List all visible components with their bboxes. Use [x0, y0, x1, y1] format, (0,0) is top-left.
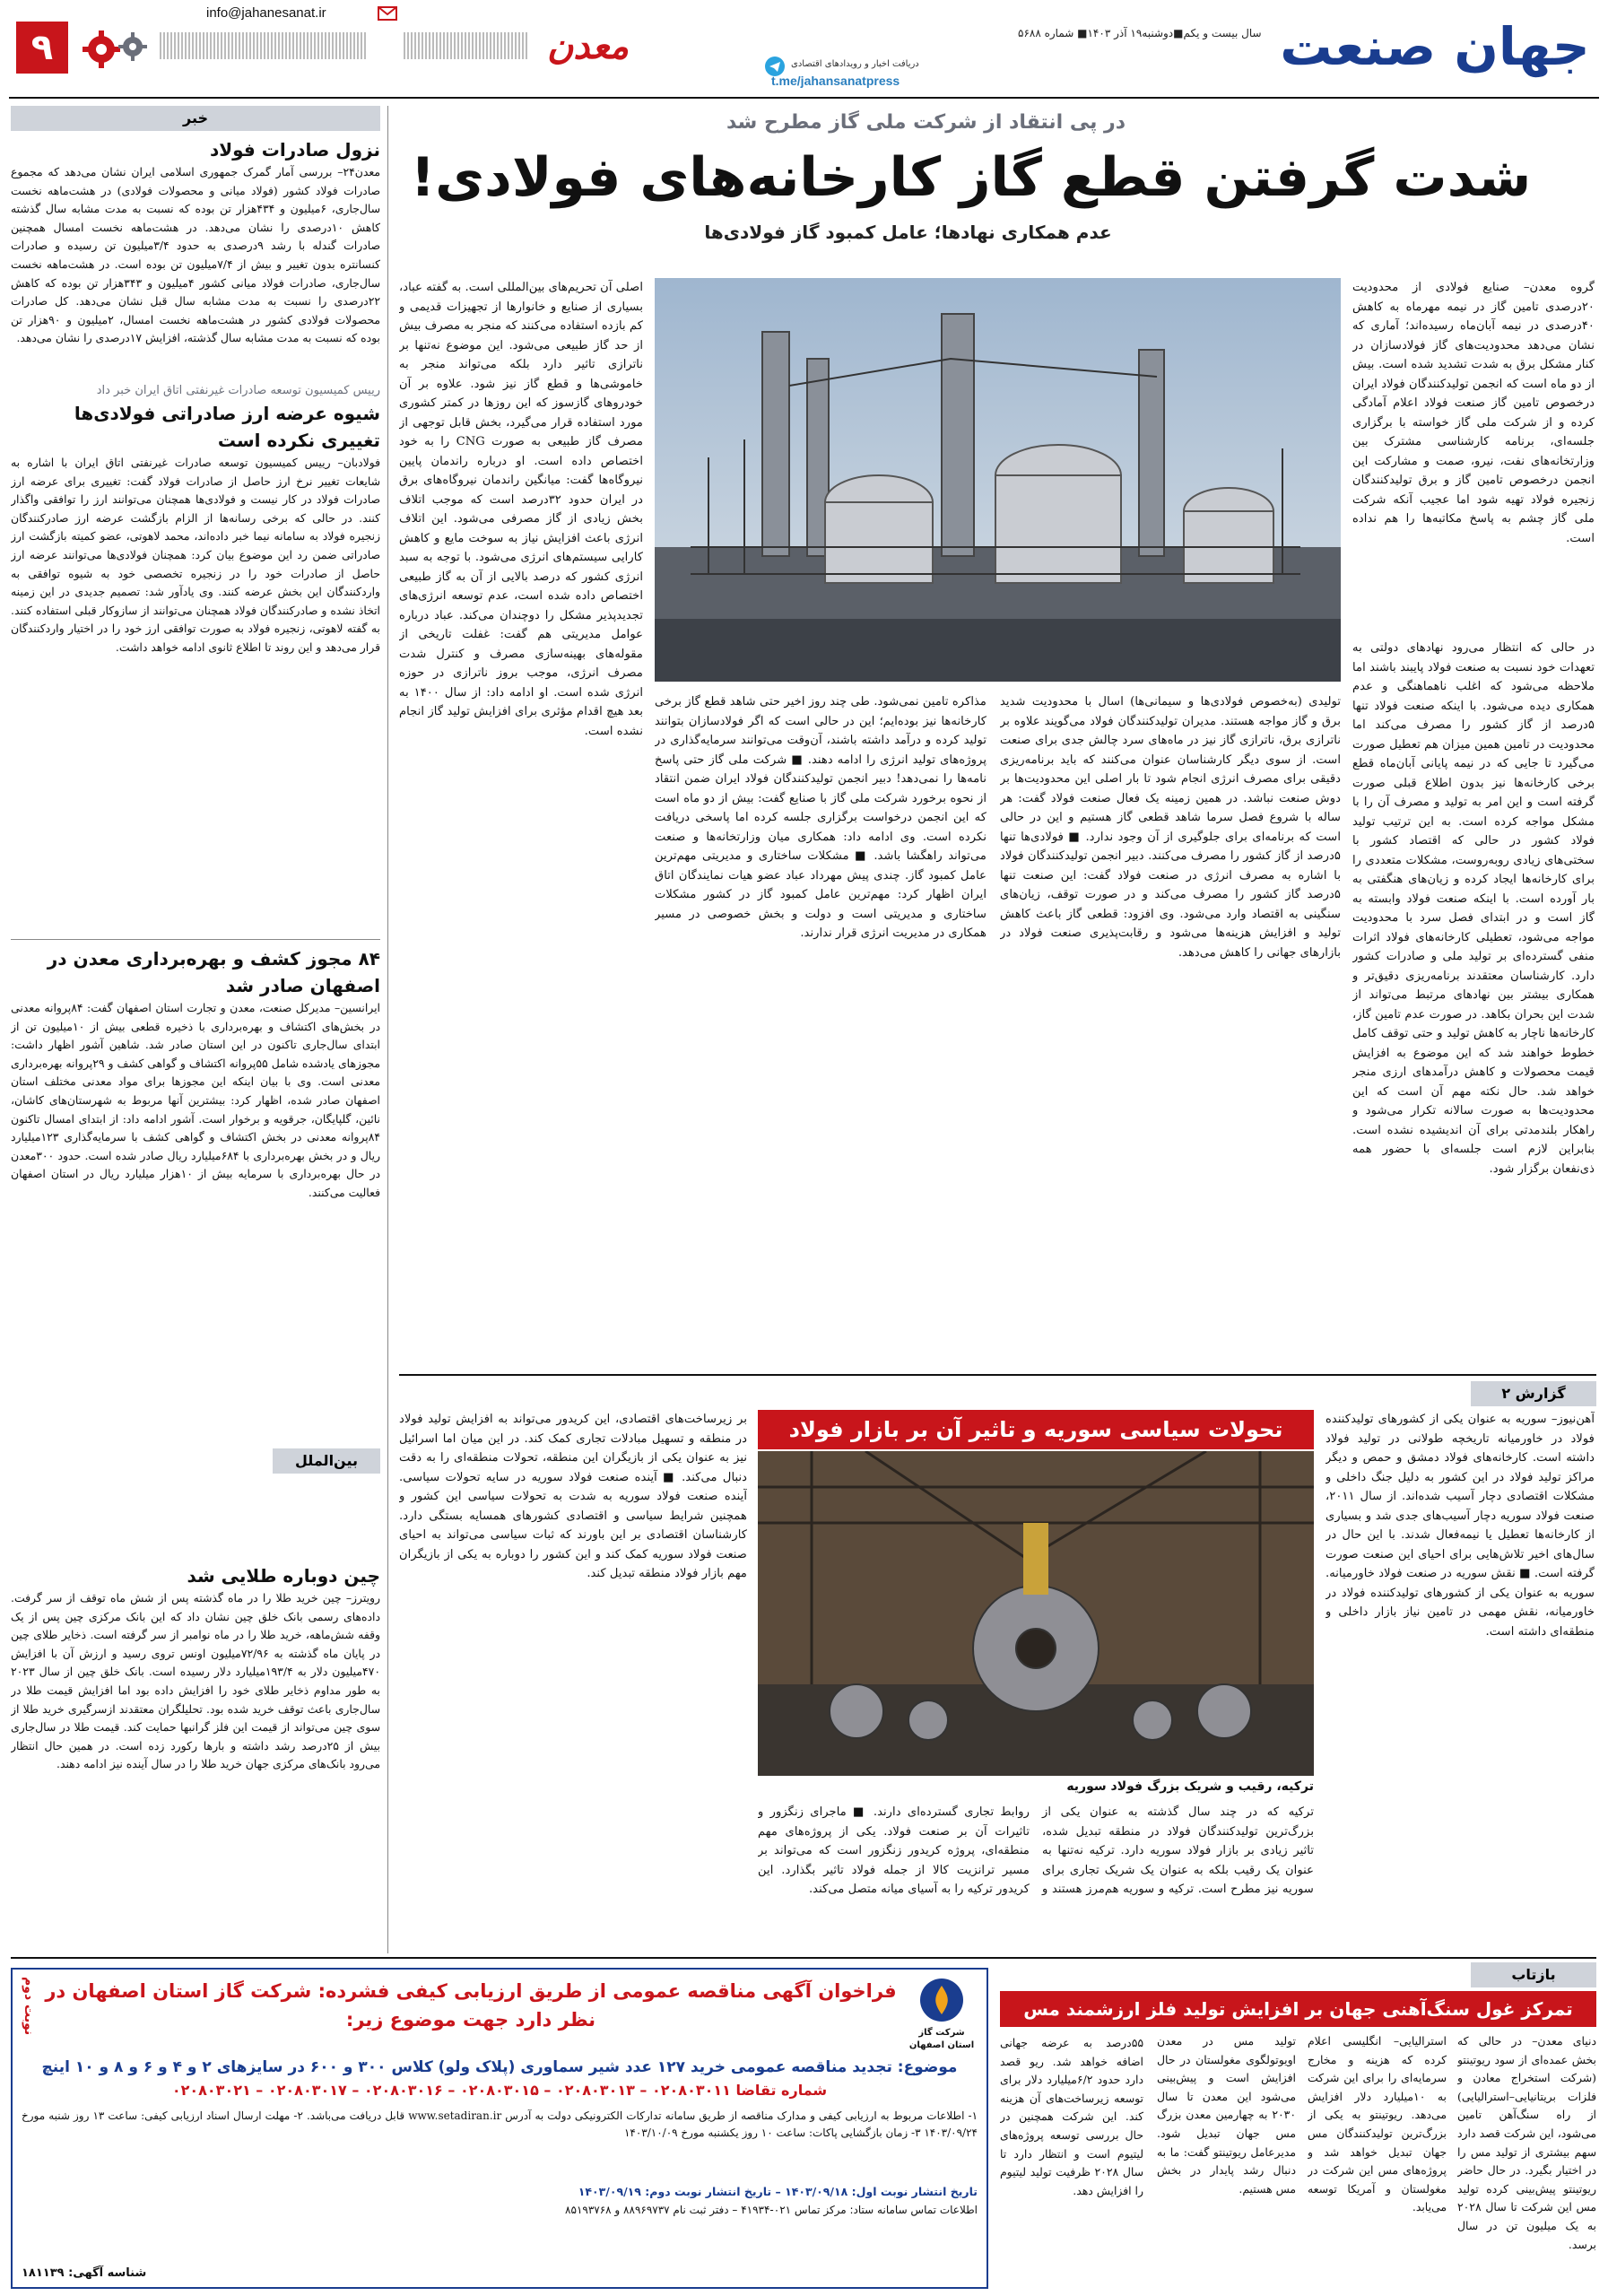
left-news-intl	[11, 1562, 380, 1957]
main-lead: گروه معدن– صنایع فولادی از محدودیت ۲۰درصدی تامین گاز در نیمه مهرماه به کاهش ۴۰درصدی در نیمه آبان‌ماه رسیده‌اند؛ آماری که نشان می‌دهد محدودیت‌های گاز فولادسازان در کنار مشکل برق به شدت تشدید شده است. بیش از دو ماه است که انجمن تولیدکنندگان فولاد ایران درخصوص تامین گاز صنعت فولاد اعلام آمادگی کرده و از شرکت ملی گاز خواسته با برگزاری جلسه‌ای، برنامه کارشناسی مشترک بین وزارتخانه‌های نفت، نیرو، صمت و مشارکت این انجمن درخصوص تامین گاز و برق تولیدکنندگان زنجیره فولاد تهیه شود اما عجیب آنکه شرکت ملی گاز چشم به پاسخ مکاتبه‌ها را هم نداده است.	[1352, 281, 1595, 545]
steel-plant-photo	[655, 278, 1341, 682]
news3-body: ایرانسین– مدیرکل صنعت، معدن و تجارت استان اصفهان گفت: ۸۴پروانه معدنی در بخش‌های اکتشاف و بهره‌برداری با ذخیره قطعی بیش از ۱۰میلیون تن از ابتدای سال‌جاری تاکنون در این استان صادر شد. شاهین آشور اظهار داشت: مجوزهای یادشده شامل ۵۵پروانه اکتشاف و گواهی کشف و ۲۹پروانه بهره‌برداری معدنی است. وی با بیان اینکه این مجوزها برای مواد معدنی مختلف استان اصفهان صادر شده، اظهار کرد: بیشترین آنها مربوط به شهرستان‌های کاشان، نائین، گلپایگان، جرقویه و برخوار است. آشور ادامه داد: از ابتدای امسال تاکنون ۸۴پروانه معدنی در بخش اکتشاف و گواهی کشف با سرمایه‌گذاری ۱۲۳میلیارد ریال و در بخش بهره‌برداری با ۶۸۴میلیارد ریال صادر شده است. حدود ۳۰۰معدن در حال بهره‌برداری با سرمایه بیش از ۱۰هزار میلیارد ریال در استان اصفهان فعالیت می‌کنند.	[11, 1001, 380, 1199]
tender-advertisement	[11, 1968, 988, 2289]
news4-title: چین دوباره طلایی شد	[187, 1565, 380, 1587]
main-kicker: در پی انتقاد از شرکت ملی گاز مطرح شد	[726, 111, 1126, 134]
ad-contact: اطلاعات تماس سامانه ستاد: مرکز تماس ۰۲۱-۴۱۹۳۴ – دفتر ثبت نام ۸۸۹۶۹۷۳۷ و ۸۵۱۹۳۷۶۸	[565, 2204, 978, 2216]
news3-title: ۸۴ مجوز کشف و بهره‌برداری معدن در اصفهان صادر شد	[47, 948, 380, 996]
ad-title: فراخوان آگهی مناقصه عمومی از طریق ارزیابی کیفی فشرده: شرکت گاز استان اصفهان در نظر دارد جهت موضوع زیر:	[45, 1980, 897, 2031]
issue-info: سال بیست و یکم■دوشنبه۱۹ آذر ۱۴۰۳■ شماره ۵۶۸۸	[1018, 27, 1262, 39]
ad-details: ۱- اطلاعات مربوط به ارزیابی کیفی و مدارک مناقصه از طریق سامانه تدارکات الکترونیکی دولت به آدرس www.setadiran.ir قابل دریافت می‌باشد. ۲- مهلت ارسال اسناد ارزیابی کیفی: ساعت ۱۳ روز شنبه مورخ ۱۴۰۳/۰۹/۲۴ ۳- زمان بازگشایی پاکات: ساعت ۱۰ روز یکشنبه مورخ ۱۴۰۳/۱۰/۰۹	[22, 2109, 978, 2139]
ad-id: شناسه آگهی: ۱۸۱۱۳۹	[22, 2266, 147, 2280]
masthead	[0, 0, 1608, 103]
news4-body: رویترز– چین خرید طلا را در ماه گذشته پس از شش ماه توقف از سر گرفت. داده‌های رسمی بانک خلق چین نشان داد که این بانک مرکزی چین پس از یک وقفه شش‌ماهه، خرید طلا را در ماه نوامبر از سر گرفته است. ذخایر طلای چین در پایان ماه گذشته به ۷۲/۹۶میلیون اونس تروی رسید و ارزش آن با افزایش ۴۷۰میلیون دلار به ۱۹۳/۴میلیارد دلار رسیده است. بانک خلق چین از سال ۲۰۲۳ به طور مداوم ذخایر طلای خود را افزایش داده بود اما افزایش قیمت طلا در سال‌جاری باعث توقف خرید شده بود. تحلیلگران معتقدند ازسرگیری خرید طلا از سوی چین می‌تواند از قیمت این فلز گرانبها حمایت کند. قیمت طلا در سال‌جاری بیش از ۲۵درصد رشد داشته و بارها رکورد زده است. در همین حال انتظار می‌رود بانک‌های مرکزی جهان خرید طلا را در سال آینده نیز ادامه دهند.	[11, 1591, 380, 1771]
left-news-column	[11, 106, 380, 1572]
logo	[1273, 14, 1596, 79]
steel-coil-photo	[758, 1451, 1314, 1776]
gas-company-logo	[906, 1977, 978, 2052]
main-subtitle: عدم همکاری نهادها؛ عامل کمبود گاز فولادی‌ها	[704, 222, 1112, 243]
section-tag-intl: بین‌الملل	[273, 1448, 380, 1474]
ad-tender-number: شماره تقاضا ۰۲۰۸۰۳۰۱۱ – ۰۲۰۸۰۳۰۱۳ – ۰۲۰۸۰۳۰۱۵ – ۰۲۰۸۰۳۰۱۶ – ۰۲۰۸۰۳۰۱۷ – ۰۲۰۸۰۳۰۲۱	[171, 2082, 828, 2099]
report-title: تحولات سیاسی سوریه و تاثیر آن بر بازار فولاد	[758, 1410, 1314, 1449]
main-story-header	[399, 108, 1596, 269]
report-col-left: بر زیرساخت‌های اقتصادی، این کریدور می‌تواند به افزایش تولید فولاد در منطقه و تسهیل مبادلات تجاری کمک کند. در این میان اما اسرائیل نیز به عنوان یکی از بازیگران این منطقه، تحولات منطقه‌ای را به دقت دنبال می‌کند. ■ آینده صنعت فولاد سوریه در سایه تحولات سیاسی. آینده صنعت فولاد سوریه به شدت به تحولات سیاسی این کشور و همچنین شرایط سیاسی و اقتصادی کشورهای همسایه بستگی دارد. کارشناسان اقتصادی بر این باورند که ثبات سیاسی می‌تواند به احیای صنعت فولاد سوریه کمک کند و این کشور را دوباره به یکی از بازیگران مهم بازار فولاد منطقه تبدیل کند.	[399, 1413, 747, 1580]
report-col-right: آهن‌نیوز– سوریه به عنوان یکی از کشورهای تولیدکننده فولاد در خاورمیانه تاریخچه طولانی در تولید فولاد داشته است. کارخانه‌های فولاد دمشق و حمص و دیگر مراکز تولید فولاد در این کشور به دلیل جنگ داخلی و مشکلات اقتصادی دچار آسیب شده‌اند. از سال ۲۰۱۱، صنعت فولاد سوریه دچار آسیب‌های جدی شد و بسیاری از کارخانه‌ها تعطیل یا نیمه‌فعال شدند. با این حال در سال‌های اخیر تلاش‌هایی برای احیای این صنعت صورت گرفته است. ■ نقش سوریه در صنعت فولاد خاورمیانه. سوریه به عنوان یکی از کشورهای تولیدکننده فولاد در خاورمیانه، نقش مهمی در تامین نیاز بازار داخلی و منطقه‌ای داشته است.	[1326, 1413, 1595, 1639]
baztab-tag: بازتاب	[1471, 1962, 1596, 1987]
report-col-mid: ترکیه که در چند سال گذشته به عنوان یکی از بزرگ‌ترین تولیدکنندگان فولاد در منطقه تبدیل شده، تاثیر زیادی بر بازار فولاد سوریه دارد. ترکیه نه‌تنها به عنوان یک رقیب بلکه به عنوان یک شریک تجاری برای سوریه نیز مطرح است. ترکیه و سوریه هم‌مرز هستند و روابط تجاری گسترده‌ای دارند. ■ ماجرای زنگزور و تاثیرات آن بر صنعت فولاد. یکی از پروژه‌های مهم منطقه‌ای، پروژه کریدور زنگزور است که می‌تواند بر مسیر ترانزیت کالا از جمله فولاد تاثیر بگذارد. این کریدور ترکیه را به آسیای میانه متصل می‌کند.	[758, 1805, 1314, 1896]
page-number: ۹	[30, 27, 54, 68]
news1-body: معدن۲۴– بررسی آمار گمرک جمهوری اسلامی ایران نشان می‌دهد که مجموع صادرات فولاد کشور (فولاد میانی و محصولات فولادی) در هشت‌ماهه نخست سال‌جاری، ۶میلیون و ۴۳۴هزار تن بوده که نسبت به مدت مشابه سال گذشته کاهش ۱۰درصدی را نشان می‌دهد. در هشت‌ماهه نخست امسال همچنین صادرات گندله با رشد ۹درصدی به حدود ۳/۴میلیون تن رسیده و صادرات کنسانتره بدون تغییر و بیش از ۷/۴میلیون تن بوده است. در هشت‌ماهه نخست سال‌جاری، صادرات فولاد میانی کشور ۴میلیون و ۳۴۳هزار تن بوده که کاهش ۲۲درصدی را نسبت به مدت مشابه سال قبل نشان می‌دهد. کل صادرات محصولات فولادی کشور در هشت‌ماهه نخست امسال، ۲میلیون و ۹۰هزار تن بوده که نسبت به مدت مشابه سال گذشته، افزایش ۱۷درصدی را نشان می‌دهد.	[11, 165, 380, 345]
photo-caption: ترکیه، رقیب و شریک بزرگ فولاد سوریه	[1066, 1779, 1314, 1794]
page-number-badge	[16, 22, 68, 74]
telegram-link[interactable]: t.me/jahansanatpress	[771, 74, 900, 88]
email-text[interactable]: info@jahanesanat.ir	[206, 5, 326, 21]
report-tag: گزارش ۲	[1471, 1381, 1596, 1406]
main-story-divider	[399, 1374, 1596, 1376]
telegram-caption: دریافت اخبار و رویدادهای اقتصادی	[791, 59, 919, 69]
main-col-mid-right: تولیدی (به‌خصوص فولادی‌ها و سیمانی‌ها) اسال با محدودیت شدید برق و گاز مواجه هستند. مدیران تولیدکنندگان فولاد می‌گویند علاوه بر ناترازی برق، ناترازی گاز نیز در ماه‌های سرد چالش جدی برای صنعت است. از سوی دیگر کارشناسان عنوان می‌کنند که باید برنامه‌ریزی دقیقی برای مصرف انرژی انجام شود تا بار اصلی این محدودیت‌ها بر دوش صنعت نباشد. در همین زمینه یک فعال صنعت فولاد گفت: هر ساله با شروع فصل سرما شاهد قطعی گاز هستیم و این در حالی است که برنامه‌ای برای جلوگیری از آن وجود ندارد. ■ فولادی‌ها تنها ۵درصد از گاز کشور را مصرف می‌کنند. دبیر انجمن تولیدکنندگان فولاد با اشاره به مصرف انرژی در صنعت فولاد گفت: این صنعت تنها ۵درصد گاز کشور را مصرف می‌کند و در صورت توقف، زیان‌های سنگینی به اقتصاد وارد می‌شود. وی افزود: قطعی گاز باعث کاهش تولید و افزایش هزینه‌ها می‌شود و رقابت‌پذیری صنعت فولاد در بازارهای جهانی را کاهش می‌دهد.	[1000, 695, 1341, 960]
main-title: شدت گرفتن قطع گاز کارخانه‌های فولادی!	[410, 146, 1532, 209]
mail-icon	[377, 4, 398, 23]
ad-round: نوبت دوم	[22, 1977, 36, 2036]
header-rule-2	[404, 32, 529, 59]
header-rule	[160, 32, 366, 59]
baztab-title: تمرکز غول سنگ‌آهنی جهان بر افزایش تولید فلز ارزشمند مس	[1000, 1991, 1596, 2027]
bottom-rule	[11, 1957, 1596, 1959]
main-col-right: در حالی که انتظار می‌رود نهادهای دولتی به تعهدات خود نسبت به صنعت فولاد پایبند باشند اما ملاحظه می‌شود که اغلب ناهماهنگی و عدم همکاری دیده می‌شود. با اینکه صنعت فولاد تنها ۵درصد از گاز کشور را مصرف می‌کند اما محدودیت در تامین همین میزان هم تعطیل صورت می‌گیرد تا جایی که در نیمه پایانی آبان‌ماه قطع برخی کارخانه‌ها نیز بدون اطلاع قبلی صورت گرفته است و این امر به تولید و مصرف آن را با مشکل مواجه کرده است. به این ترتیب تولید فولاد کشور در حالی که اقتصاد کشور با سختی‌های زیادی روبه‌روست، مشکلات متعددی را برای کارخانه‌ها ایجاد کرده و زیان‌های هنگفتی به بار آورده است. با اینکه صنعت فولاد وابسته به گاز است و در ابتدای فصل سرد با محدودیت مواجه می‌شود، تعطیلی کارخانه‌های فولاد اثرات منفی گسترده‌ای بر تولید ملی و صادرات کشور دارد. کارشناسان معتقدند برنامه‌ریزی دقیق‌تر و همکاری بیشتر بین نهادهای مرتبط می‌تواند از شدت این بحران بکاهد. در صورت عدم تامین گاز، کارخانه‌ها ناچار به کاهش تولید و حتی توقف کامل خطوط خواهند شد که این موضوع به افزایش قیمت محصولات و کاهش درآمدهای ارزی منجر خواهد شد. حال نکته مهم آن است که این محدودیت‌ها به صورت سالانه تکرار می‌شود و راهکار بلندمدتی برای آن اندیشیده نشده است. بنابراین لازم است جلسه‌ای با حضور همه ذی‌نفعان برگزار شود.	[1352, 641, 1595, 1176]
news2-kicker: رییس کمیسیون توسعه صادرات غیرنفتی اتاق ایران خبر داد	[96, 384, 380, 397]
masthead-rule	[9, 97, 1599, 99]
ad-dates: تاریخ انتشار نوبت اول: ۱۴۰۳/۰۹/۱۸ – تاریخ انتشار نوبت دوم: ۱۴۰۳/۰۹/۱۹	[578, 2185, 978, 2198]
main-col-mid-left: مذاکره تامین نمی‌شود. طی چند روز اخیر حتی شاهد قطع گاز برخی کارخانه‌ها نیز بوده‌ایم؛ این در حالی است که اگر فولادسازان بتوانند تولید کرده و درآمد داشته باشند، آن‌وقت می‌توانند سرمایه‌گذاری در پروژه‌های تولید انرژی را ادامه دهند. ■ شرکت ملی گاز حتی پاسخ نامه‌ها را نمی‌دهد! دبیر انجمن تولیدکنندگان فولاد ایران ضمن انتقاد از نحوه برخورد شرکت ملی گاز با صنایع گفت: بیش از دو ماه است که این انجمن درخواست برگزاری جلسه کرده اما پاسخی دریافت نکرده است. وی ادامه داد: همکاری میان وزارتخانه‌ها و صنعت می‌تواند راهگشا باشد. ■ مشکلات ساختاری و مدیریتی مهم‌ترین عامل کمبود گاز. چندی پیش مهرداد عباد عضو هیات نمایندگان اتاق ایران اظهار کرد: مهم‌ترین عامل کمبود گاز در کشور مشکلات ساختاری و مدیریتی است و دولت و بخش خصوصی در مسیر همکاری در مدیریت انرژی قرار ندارند.	[655, 695, 987, 940]
baztab-col4: ۵۵درصد به عرضه جهانی اضافه خواهد شد. ریو قصد دارد حدود ۶/۲میلیارد دلار برای توسعه زیرساخت‌های آن هزینه کند. این شرکت همچنین در حال بررسی توسعه پروژه‌های لیتیوم است و انتظار دارد تا سال ۲۰۲۸ ظرفیت تولید لیتیوم را افزایش دهد.	[1000, 2036, 1143, 2197]
baztab-col2: استرالیایی– انگلیسی اعلام کرده که هزینه و مخارج سرمایه‌ای را برای این شرکت به ۱۰میلیارد دلار افزایش می‌دهد. ریوتینتو به یکی از بزرگ‌ترین تولیدکنندگان مس جهان تبدیل خواهد شد و پروژه‌های مس این شرکت در مغولستان و آمریکا توسعه می‌یابد.	[1308, 2034, 1447, 2214]
company-name: شرکت گاز استان اصفهان	[908, 2028, 975, 2050]
logo-text: جهان صنعت	[1280, 16, 1590, 77]
gear-icon	[79, 27, 151, 72]
main-col-left: اصلی آن تحریم‌های بین‌المللی است. به گفته عباد، بسیاری از صنایع و خانوارها از تجهیزات قدیمی و کم بازده استفاده می‌کنند که منجر به مصرف بیش از حد گاز طبیعی می‌شود. این موضوع نه‌تنها بر ناترازی تاثیر دارد بلکه می‌تواند منجر به خاموشی‌ها و قطع گاز نیز شود. علاوه بر آن خودروهای گازسوز که این روزها در کمتر کشوری مورد استفاده قرار می‌گیرد، بخش قابل توجهی از مصرف گاز طبیعی به صورت CNG را به خود اختصاص داده است. او درباره راندمان پایین نیروگاه‌ها گفت: میانگین راندمان نیروگاه‌های برق در ایران حدود ۳۲درصد است که موجب اتلاف بخش زیادی از گاز مصرفی می‌شود. این اتلاف انرژی باعث افزایش نیاز به سوخت مایع و کاهش کارایی سیستم‌های انرژی می‌شود. با توجه به سبد انرژی کشور که درصد بالایی از آن به گاز طبیعی اختصاص داده شده است، عدم توسعه انرژی‌های تجدیدپذیر مشکل را دوچندان می‌کند. عباد درباره عوامل مدیریتی هم گفت: غفلت تاریخی از مقوله‌های بهینه‌سازی مصرف و کنترل شدت مصرف انرژی، موجب بروز ناترازی در حوزه انرژی شده است. او ادامه داد: از سال ۱۴۰۰ به بعد هیچ اقدام مؤثری برای افزایش تولید گاز انجام نشده است.	[399, 281, 643, 738]
section-name: معدن	[547, 25, 630, 67]
ad-subject: موضوع: تجدید مناقصه عمومی خرید ۱۲۷ عدد شیر سماوری (پلاک ولو) کلاس ۳۰۰ و ۶۰۰ در سایزهای ۲ و ۴ و ۶ و ۸ و ۱۰ اینچ	[41, 2058, 958, 2076]
news2-body: فولادبان– رییس کمیسیون توسعه صادرات غیرنفتی اتاق ایران با اشاره به شایعات تغییر نرخ ارز حاصل از صادرات فولاد گفت: تغییری برای عرضه ارز صادرات فولاد در کار نیست و فولادی‌ها همچنان می‌توانند ارز را توافقی واگذار کنند. در حالی که برخی رسانه‌ها از الزام بازگشت عرضه ارز صادرکنندگان زنجیره فولاد به سامانه نیما خبر داده‌اند، محمد لاهوتی، عضو کمیته بازگشت ارز صادراتی ضمن رد این موضوع بیان کرد: همچنان فولادی‌ها می‌توانند عرضه ارز حاصل از صادرات خود را در زنجیره تخصصی خود به شیوه توافقی به واردکنندگان این بخش عرضه کنند. وی یادآور شد: تصمیم جدیدی در این زمینه اتخاذ نشده و صادرکنندگان فولاد همچنان می‌توانند از سازوکار قبلی استفاده کنند. به گفته لاهوتی، زنجیره فولاد به صورت توافقی ارز خود را در اختیار واردکنندگان قرار می‌دهد و این روند تا اطلاع ثانوی ادامه خواهد داشت.	[11, 456, 380, 654]
baztab-col3: تولید مس در معدن اویوتولگوی مغولستان در حال افزایش است و پیش‌بینی می‌شود این معدن تا سال ۲۰۳۰ به چهارمین معدن بزرگ مس جهان تبدیل شود. مدیرعامل ریوتینتو گفت: ما به دنبال رشد پایدار در بخش مس هستیم.	[1157, 2034, 1296, 2196]
news2-title: شیوه عرضه ارز صادراتی فولادی‌ها تغییری نکرده است	[74, 403, 380, 451]
news1-title: نزول صادرات فولاد	[209, 139, 380, 161]
section-tag-news: خبر	[11, 106, 380, 131]
baztab-col1: دنیای معدن– در حالی که بخش عمده‌ای از سود ریوتینتو (شرکت استخراج معادن و فلزات بریتانیایی–استرالیایی) از راه سنگ‌آهن تامین می‌شود، این شرکت قصد دارد سهم بیشتری از تولید مس را در اختیار بگیرد. در حال حاضر ریوتینتو پیش‌بینی کرده تولید مس این شرکت تا سال ۲۰۲۸ به یک میلیون تن در سال برسد.	[1457, 2034, 1596, 2251]
column-divider-left	[387, 106, 388, 1953]
